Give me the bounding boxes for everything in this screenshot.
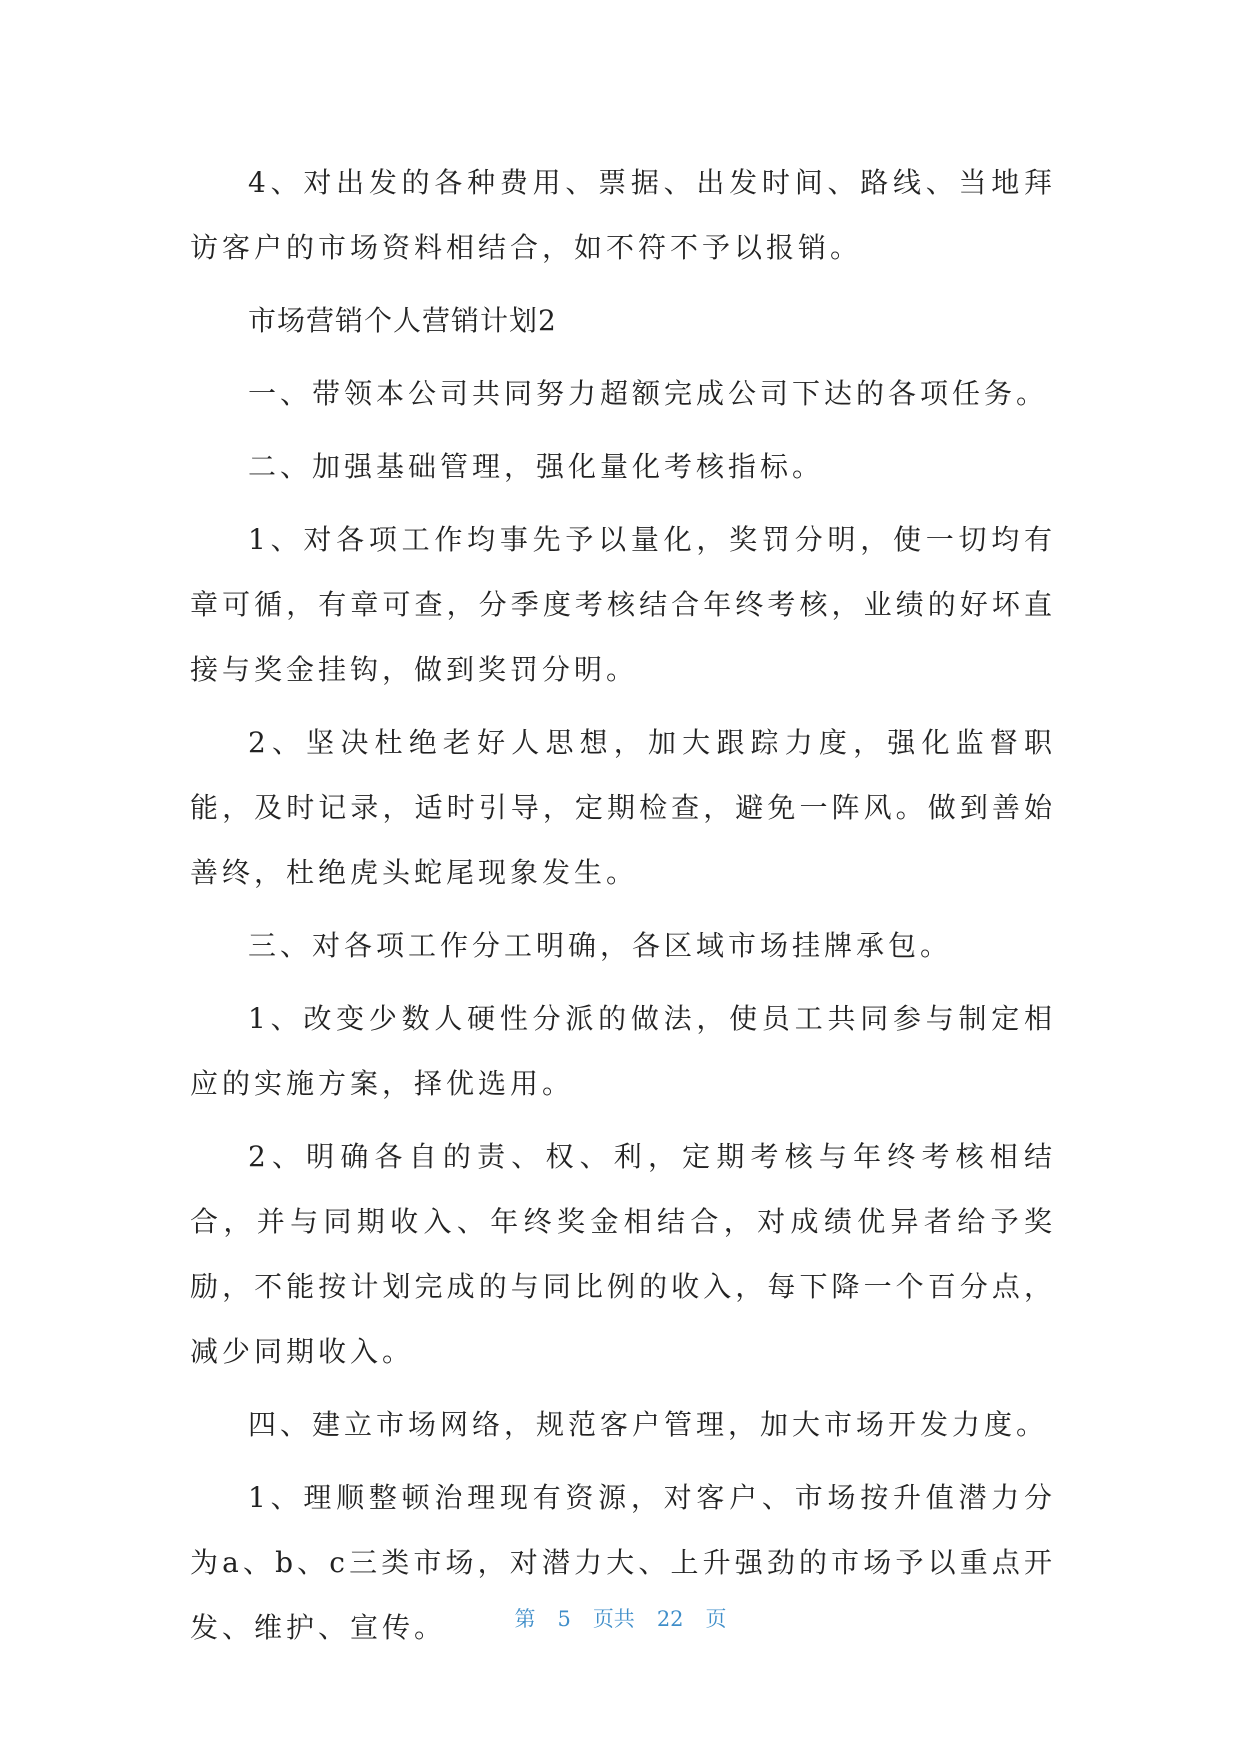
- section-heading: 市场营销个人营销计划2: [248, 304, 557, 337]
- paragraph: 1、改变少数人硬性分派的做法，使员工共同参与制定相应的实施方案，择优选用。: [190, 1002, 1056, 1100]
- page-footer: [0, 1603, 1241, 1633]
- paragraph: 2、坚决杜绝老好人思想，加大跟踪力度，强化监督职能，及时记录，适时引导，定期检查，避免一阵风。做到善始善终，杜绝虎头蛇尾现象发生。: [190, 726, 1056, 889]
- footer-middle: 页共: [592, 1607, 635, 1631]
- paragraph: 四、建立市场网络，规范客户管理，加大市场开发力度。: [248, 1408, 1049, 1441]
- paragraph: 2、明确各自的责、权、利，定期考核与年终考核相结合，并与同期收入、年终奖金相结合，对成绩优异者给予奖励，不能按计划完成的与同比例的收入，每下降一个百分点，减少同期收入。: [190, 1140, 1056, 1368]
- paragraph: 4、对出发的各种费用、票据、出发时间、路线、当地拜访客户的市场资料相结合，如不符不予以报销。: [190, 166, 1056, 264]
- footer-total-pages: 22: [656, 1607, 684, 1631]
- paragraph: 二、加强基础管理，强化量化考核指标。: [248, 450, 825, 483]
- footer-current-page: 5: [557, 1607, 571, 1631]
- footer-prefix: 第: [514, 1607, 536, 1631]
- paragraph: 一、带领本公司共同努力超额完成公司下达的各项任务。: [248, 377, 1049, 410]
- footer-suffix: 页: [705, 1607, 727, 1631]
- paragraph: 1、理顺整顿治理现有资源，对客户、市场按升值潜力分为a、b、c三类市场，对潜力大、上升强劲的市场予以重点开发、维护、宣传。: [190, 1481, 1056, 1644]
- paragraph: 1、对各项工作均事先予以量化，奖罚分明，使一切均有章可循，有章可查，分季度考核结合年终考核，业绩的好坏直接与奖金挂钩，做到奖罚分明。: [190, 523, 1056, 686]
- document-body: [190, 150, 1056, 1668]
- paragraph: 三、对各项工作分工明确，各区域市场挂牌承包。: [248, 929, 953, 962]
